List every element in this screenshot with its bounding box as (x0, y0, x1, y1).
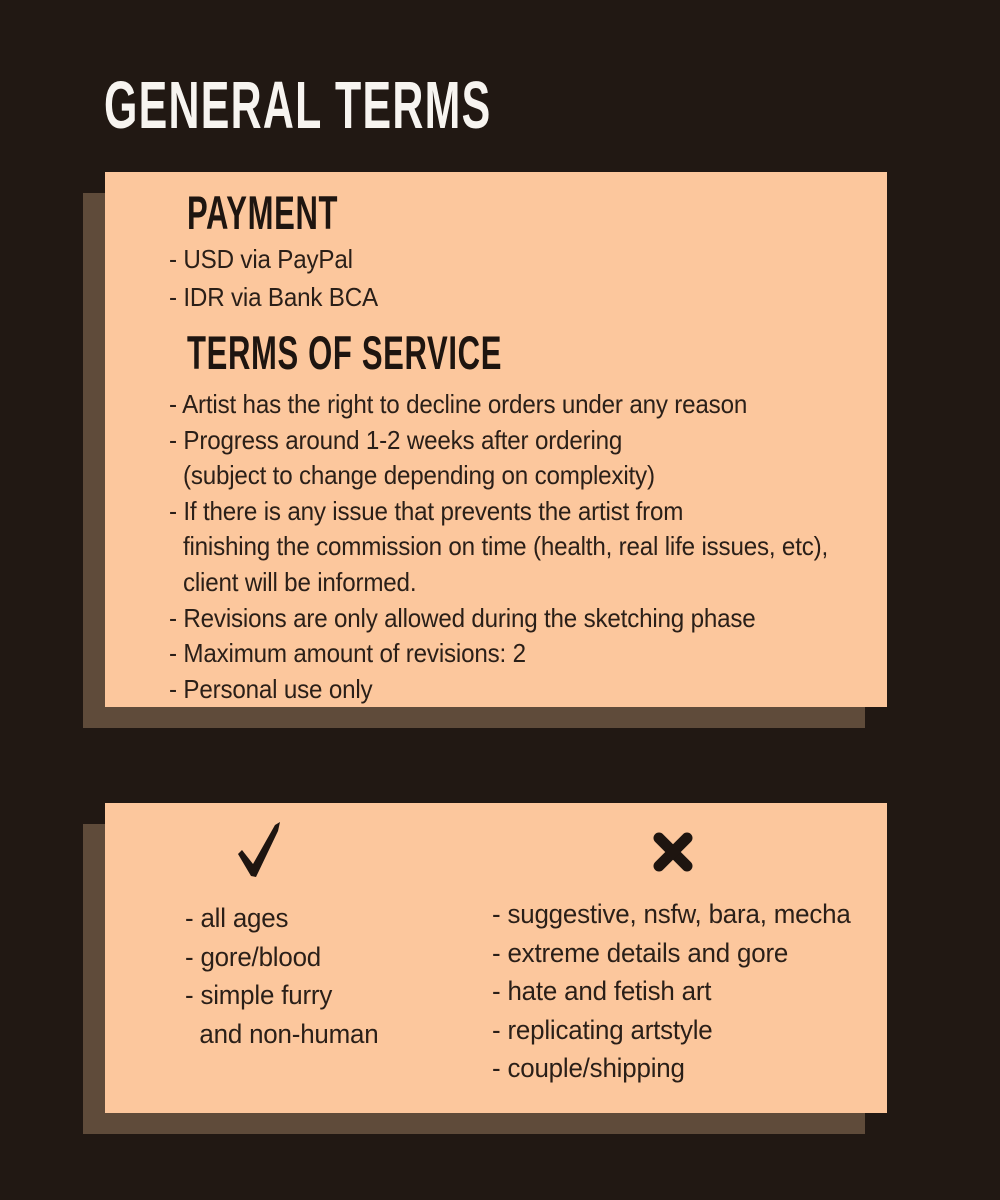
tos-line: finishing the commission on time (health, real life issues, etc), (182, 531, 829, 562)
rules-card (105, 803, 887, 1113)
allowed-line: - simple furry (185, 980, 333, 1010)
allowed-line: and non-human (199, 1018, 379, 1049)
allowed-line: - all ages (185, 903, 289, 933)
tos-line: (subject to change depending on complexity) (182, 460, 655, 491)
check-icon (233, 819, 285, 886)
not-allowed-line: - extreme details and gore (492, 937, 789, 968)
allowed-list (185, 899, 378, 1053)
payment-list (169, 240, 811, 316)
allowed-line: - gore/blood (185, 941, 322, 972)
tos-line: - Revisions are only allowed during the sketching phase (169, 602, 756, 633)
cross-icon (653, 832, 693, 877)
not-allowed-line: - couple/shipping (492, 1053, 685, 1083)
tos-line: - Artist has the right to decline orders under any reason (169, 389, 748, 419)
not-allowed-list (492, 895, 851, 1088)
terms-of-service-heading: TERMS OF SERVICE (187, 326, 503, 379)
terms-of-service-list (169, 387, 829, 707)
not-allowed-line: - replicating artstyle (492, 1014, 713, 1045)
tos-line: - Progress around 1-2 weeks after ordering (169, 424, 623, 455)
tos-line: - Personal use only (169, 673, 373, 704)
terms-card (105, 172, 887, 707)
tos-line: client will be informed. (182, 566, 417, 597)
not-allowed-line: - suggestive, nsfw, bara, mecha (492, 899, 851, 929)
not-allowed-line: - hate and fetish art (492, 976, 712, 1006)
tos-line: - Maximum amount of revisions: 2 (169, 638, 526, 669)
page-title: GENERAL TERMS (104, 68, 492, 143)
payment-line: - USD via PayPal (169, 244, 353, 274)
payment-heading: PAYMENT (187, 186, 339, 239)
tos-line: - If there is any issue that prevents the artist from (169, 495, 684, 526)
payment-line: - IDR via Bank BCA (169, 282, 378, 312)
